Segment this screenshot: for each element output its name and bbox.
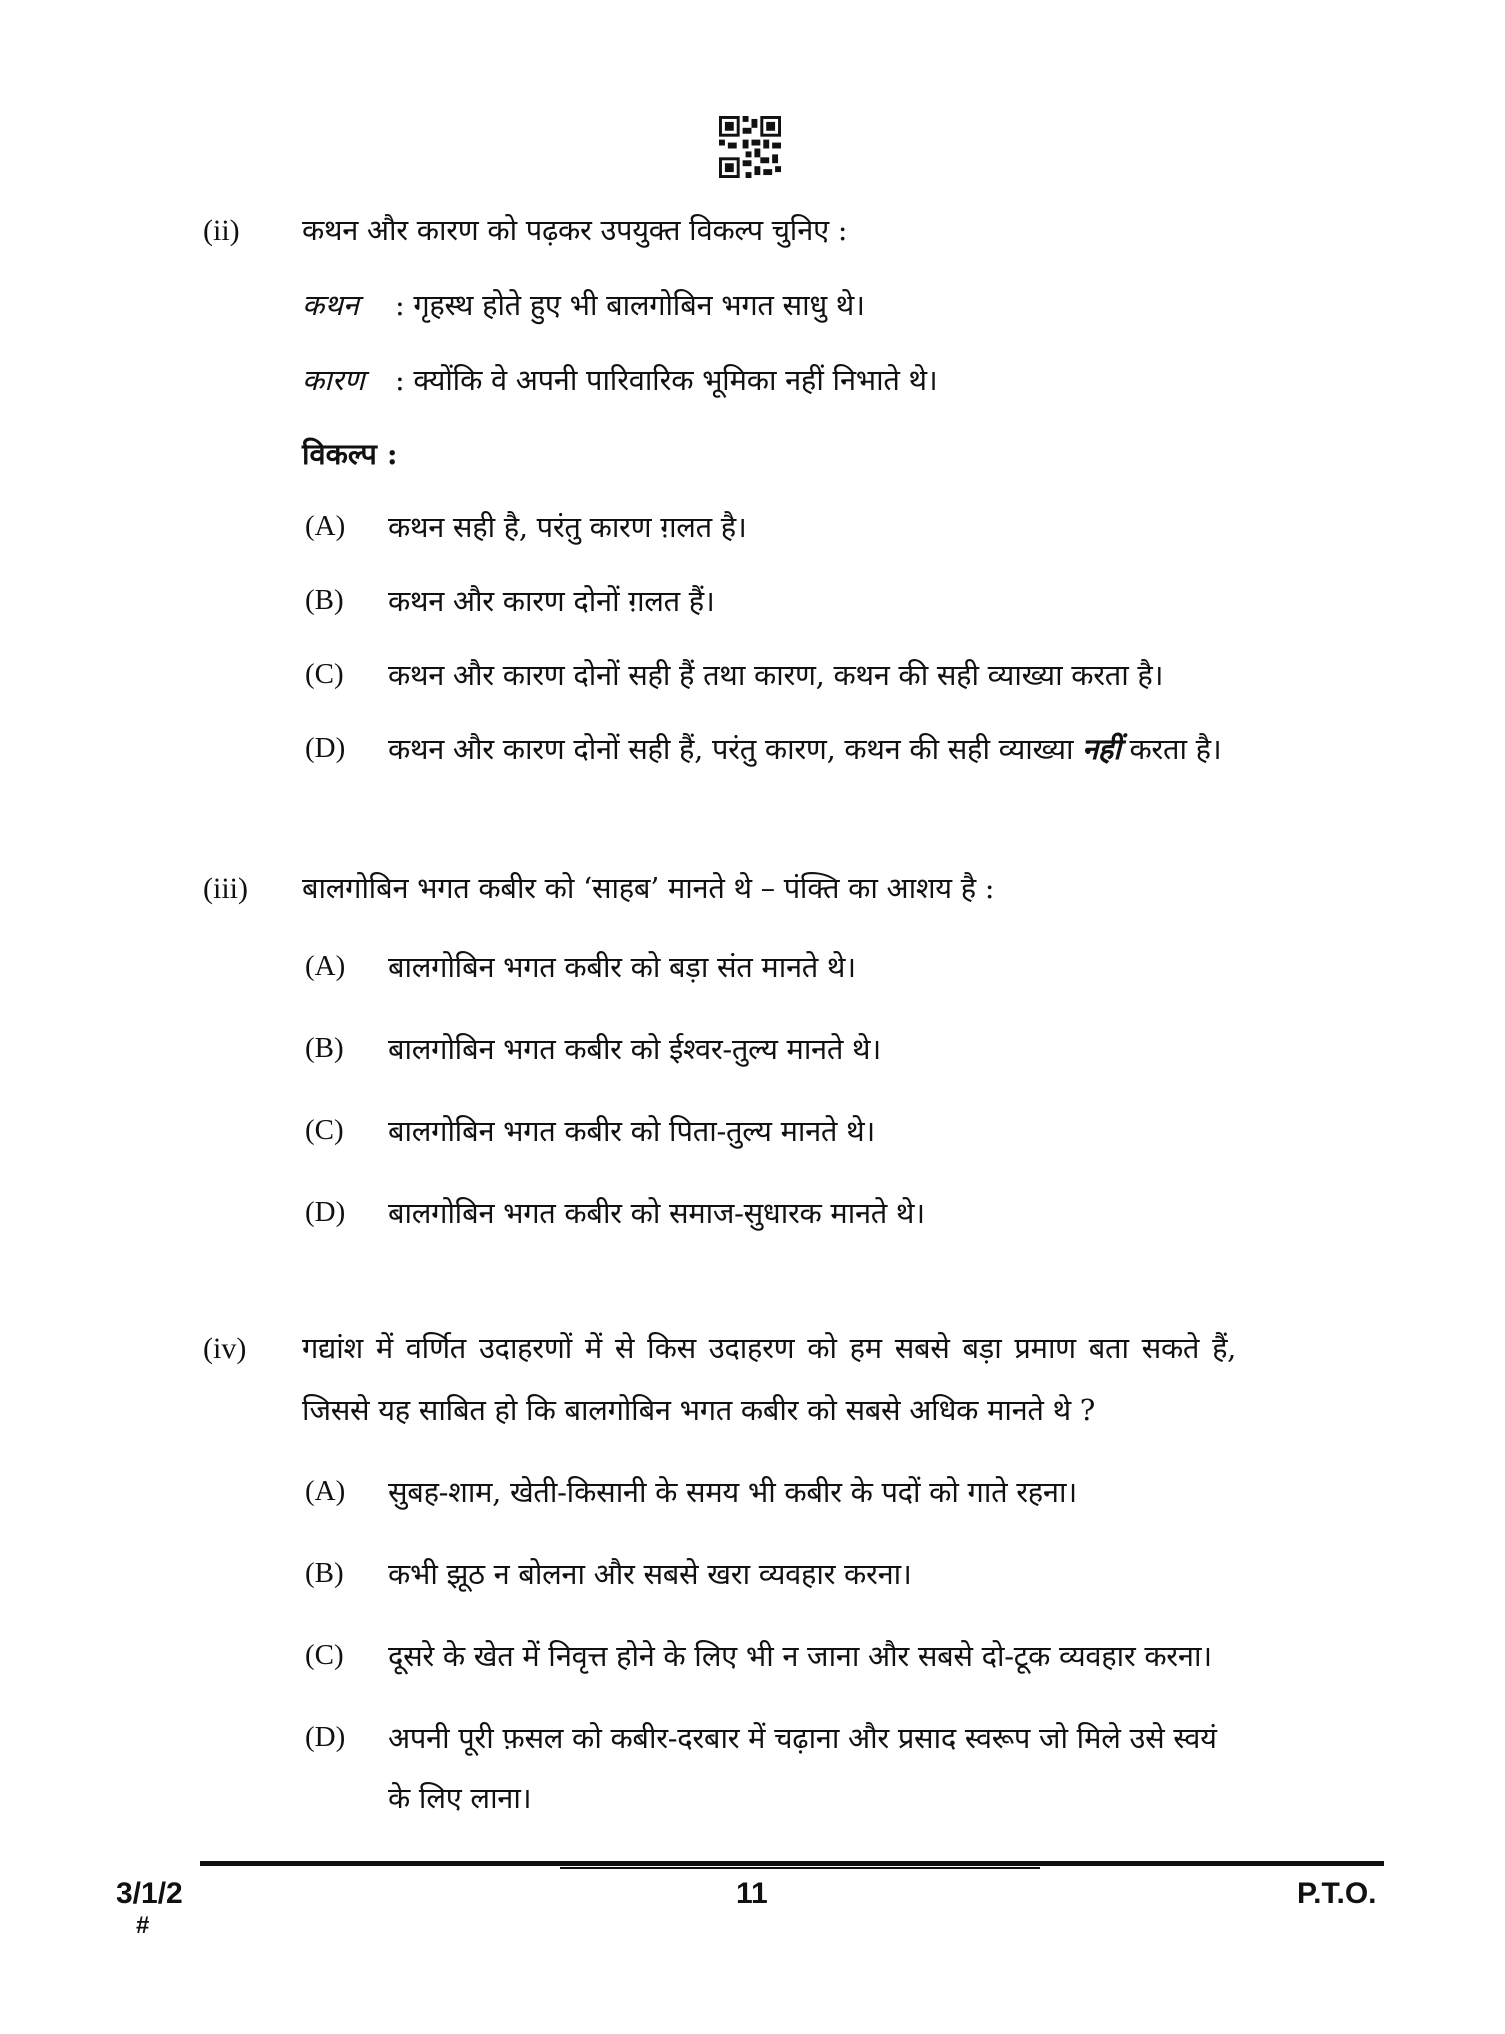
question-number: (iii) [203, 872, 248, 905]
options-heading: विकल्प : [302, 437, 398, 471]
option-text: दूसरे के खेत में निवृत्त होने के लिए भी न जाना और सबसे दो-टूक व्यवहार करना। [388, 1639, 1212, 1673]
option-text: कथन सही है, परंतु कारण ग़लत है। [388, 510, 747, 544]
option-text: सुबह-शाम, खेती-किसानी के समय भी कबीर के पदों को गाते रहना। [388, 1475, 1077, 1509]
option-text-line1: अपनी पूरी फ़सल को कबीर-दरबार में चढ़ाना और प्रसाद स्वरूप जो मिले उसे स्वयं [388, 1721, 1217, 1755]
option-text-part: कथन और कारण दोनों सही हैं, परंतु कारण, कथन की सही व्याख्या [388, 732, 1083, 766]
paper-code: 3/1/2 [116, 1877, 183, 1910]
option-letter: (B) [305, 1032, 344, 1064]
option-text-part: करता है। [1120, 732, 1222, 766]
option-text [388, 729, 1221, 768]
option-letter: (D) [305, 1196, 346, 1228]
page-number: 11 [736, 1877, 768, 1910]
option-text: बालगोबिन भगत कबीर को पिता-तुल्य मानते थे। [388, 1114, 876, 1148]
pto-label: P.T.O. [1297, 1877, 1377, 1910]
option-letter: (C) [305, 1639, 344, 1671]
question-number: (iv) [203, 1332, 247, 1365]
option-letter: (D) [305, 1721, 346, 1753]
question-stem: बालगोबिन भगत कबीर को ‘साहब’ मानते थे – पंक्ति का आशय है : [302, 871, 995, 905]
footer-rule [200, 1861, 1384, 1866]
option-letter: (B) [305, 1557, 344, 1589]
assertion-text: : गृहस्थ होते हुए भी बालगोबिन भगत साधु थे। [395, 288, 865, 322]
footer-rule-thick [560, 1867, 1040, 1869]
qr-code-icon [719, 116, 781, 178]
option-text: कथन और कारण दोनों ग़लत हैं। [388, 584, 715, 618]
question-stem-line1: गद्यांश में वर्णित उदाहरणों में से किस उदाहरण को हम सबसे बड़ा प्रमाण बता सकते हैं, [302, 1331, 1237, 1365]
option-letter: (D) [305, 732, 346, 764]
option-text: कभी झूठ न बोलना और सबसे खरा व्यवहार करना। [388, 1557, 912, 1591]
question-stem: कथन और कारण को पढ़कर उपयुक्त विकल्प चुनिए : [302, 213, 848, 247]
option-text: बालगोबिन भगत कबीर को ईश्वर-तुल्य मानते थे। [388, 1032, 881, 1066]
option-text: बालगोबिन भगत कबीर को बड़ा संत मानते थे। [388, 950, 856, 984]
option-text: बालगोबिन भगत कबीर को समाज-सुधारक मानते थे। [388, 1196, 925, 1230]
option-letter: (C) [305, 1114, 344, 1146]
option-letter: (A) [305, 1475, 346, 1507]
reason-text: : क्योंकि वे अपनी पारिवारिक भूमिका नहीं निभाते थे। [395, 363, 938, 397]
question-stem-line2: जिससे यह साबित हो कि बालगोबिन भगत कबीर को सबसे अधिक मानते थे ? [302, 1393, 1095, 1427]
option-text: कथन और कारण दोनों सही हैं तथा कारण, कथन की सही व्याख्या करता है। [388, 658, 1164, 692]
hash-mark: # [136, 1912, 150, 1939]
reason-label: कारण [302, 363, 365, 397]
question-number: (ii) [203, 214, 240, 247]
option-letter: (A) [305, 510, 346, 542]
option-text-line2: के लिए लाना। [388, 1781, 532, 1815]
assertion-label: कथन [302, 288, 359, 322]
option-letter: (A) [305, 950, 346, 982]
emphasis-not: नहीं [1082, 732, 1121, 766]
option-letter: (C) [305, 658, 344, 690]
option-letter: (B) [305, 584, 344, 616]
